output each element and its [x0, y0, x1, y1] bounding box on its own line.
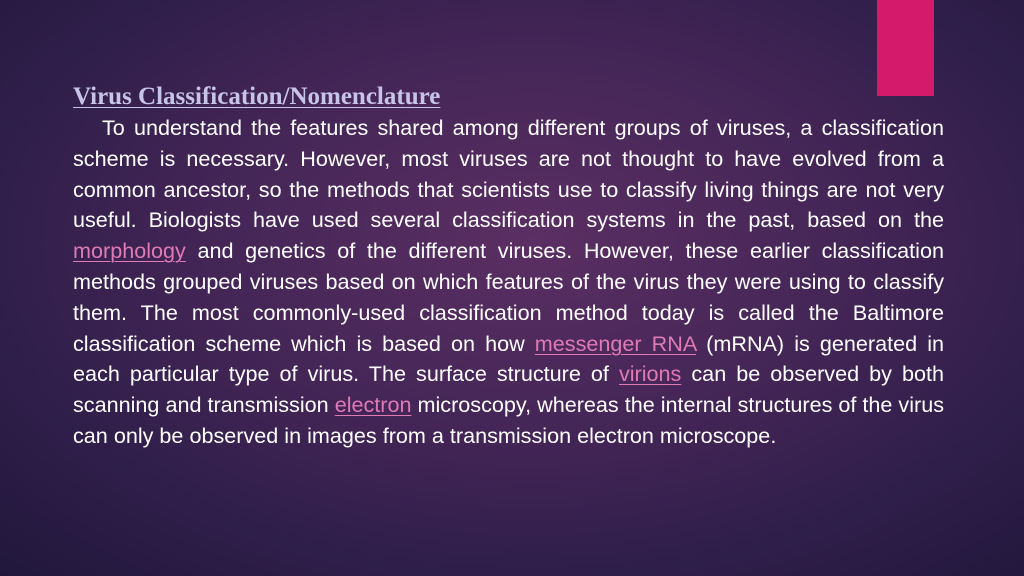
link-electron[interactable]: electron [334, 392, 412, 418]
link-morphology[interactable]: morphology [73, 238, 186, 264]
link-virions[interactable]: virions [618, 361, 682, 387]
link-messenger-rna[interactable]: messenger RNA [534, 330, 697, 356]
body-paragraph [73, 113, 944, 452]
paragraph-text-1: To understand the features shared among different groups of viruses, a classification scheme is necessary. However, most viruses are not thought to have evolved from a common ancestor, so the methods that scientists use to classify living things are not very useful. Biologists have used several classification systems in the past, based on the [73, 115, 944, 233]
paragraph-text-4: can be observed by both scanning and transmission [73, 361, 944, 418]
slide-content [73, 80, 944, 452]
paragraph-text-3: (mRNA) is generated in each particular type of virus. The surface structure of [73, 330, 944, 387]
paragraph-text-2: and genetics of the different viruses. However, these earlier classification methods grouped viruses based on which features of the virus they were using to classify them. The most commonly-used classification method today is called the Baltimore classification scheme which is based on how [73, 238, 944, 356]
slide-title: Virus Classification/Nomenclature [73, 83, 441, 110]
paragraph-text-5: microscopy, whereas the internal structures of the virus can only be observed in images from a transmission electron microscope. [73, 392, 945, 448]
